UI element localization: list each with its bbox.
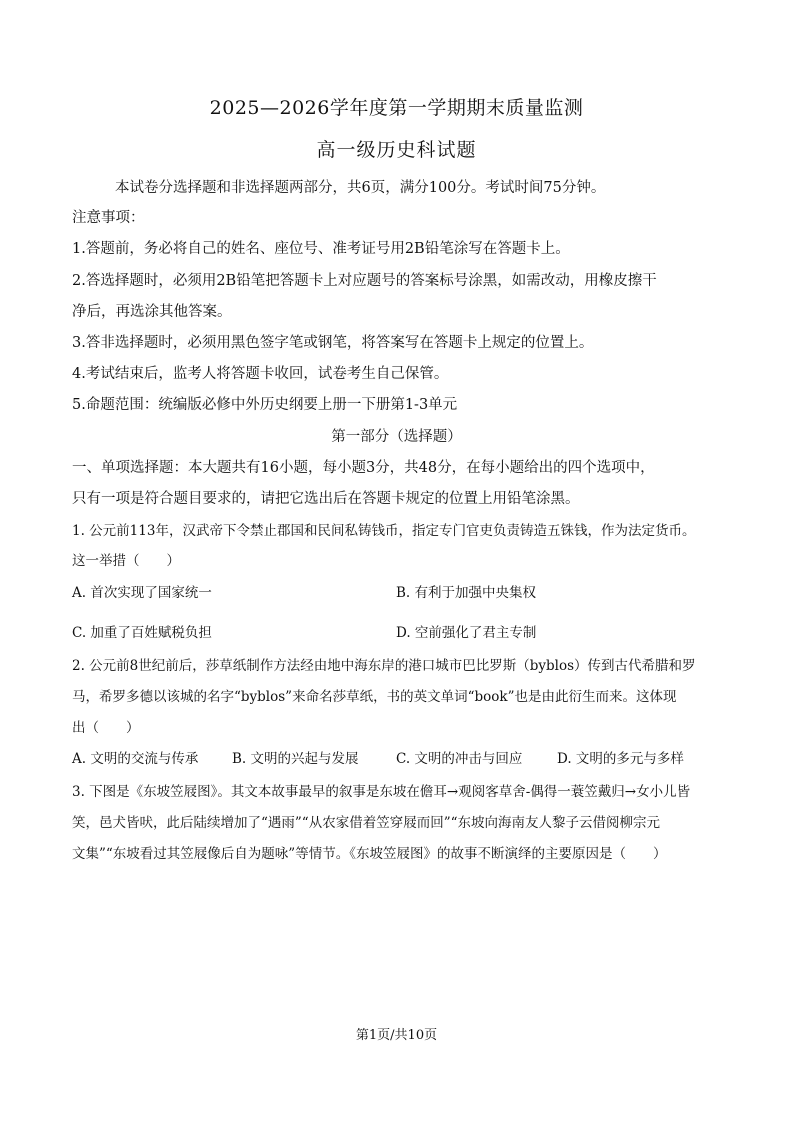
option-b: B. 有利于加强中央集权 [396,585,537,601]
notice-item: 5.命题范围：统编版必修中外历史纲要上册一下册第1-3单元 [72,397,458,413]
question-stem: 3. 下图是《东坡笠屐图》。其文本故事最早的叙事是东坡在儋耳→观阅客草舍-偶得一蓑笠戴归→女小儿皆 [72,784,691,800]
question-stem: 1. 公元前113年，汉武帝下令禁止郡国和民间私铸钱币，指定专门官吏负责铸造五铢钱，作为法定货币。 [72,523,696,539]
option-d: D. 空前强化了君主专制 [396,625,537,641]
notice-item: 4.考试结束后，监考人将答题卡收回，试卷考生自己保管。 [72,366,449,382]
notice-heading: 注意事项： [72,210,145,226]
notice-item: 1.答题前，务必将自己的姓名、座位号、准考证号用2B铅笔涂写在答题卡上。 [72,241,570,257]
section-instructions: 只有一项是符合题目要求的，请把它选出后在答题卡规定的位置上用铅笔涂黑。 [72,491,580,507]
notice-item: 净后，再选涂其他答案。 [72,304,232,320]
exam-subtitle: 高一级历史科试题 [316,139,477,161]
question-stem: 2. 公元前8世纪前后，莎草纸制作方法经由地中海东岸的港口城市巴比罗斯（byblos）传到古代希腊和罗 [72,658,696,674]
question-stem: 出（ ） [72,720,140,736]
option-c: C. 加重了百姓赋税负担 [72,625,212,641]
question-stem: 笑，邑犬皆吠，此后陆续增加了“遇雨”“从农家借着笠穿屐而回”“东坡向海南友人黎子云借阅柳宗元 [72,815,661,831]
section-instructions: 一、单项选择题：本大题共有16小题，每小题3分，共48分，在每小题给出的四个选项中， [72,460,655,476]
page-footer: 第1页/共10页 [355,1028,438,1043]
option-d: D. 文明的多元与多样 [557,751,684,767]
option-c: C. 文明的冲击与回应 [396,751,523,767]
question-stem: 马，希罗多德以该城的名字“byblos”来命名莎草纸，书的英文单词“book”也是由此衍生而来。这体现 [72,689,677,705]
option-b: B. 文明的兴起与发展 [232,751,359,767]
notice-item: 3.答非选择题时，必须用黑色签字笔或钢笔，将答案写在答题卡上规定的位置上。 [72,335,594,351]
question-stem: 这一举措（ ） [72,553,180,569]
exam-title: 2025—2026学年度第一学期期末质量监测 [209,97,584,119]
option-a: A. 首次实现了国家统一 [72,585,212,601]
notice-item: 2.答选择题时，必须用2B铅笔把答题卡上对应题号的答案标号涂黑，如需改动，用橡皮擦干 [72,273,657,289]
option-a: A. 文明的交流与传承 [72,751,199,767]
section-title: 第一部分（选择题） [331,429,462,445]
question-stem: 文集”“东坡看过其笠屐像后自为题咏”等情节。《东坡笠屐图》的故事不断演绎的主要原因是（ ） [72,846,667,862]
intro-text: 本试卷分选择题和非选择题两部分，共6页，满分100分。考试时间75分钟。 [115,180,606,196]
